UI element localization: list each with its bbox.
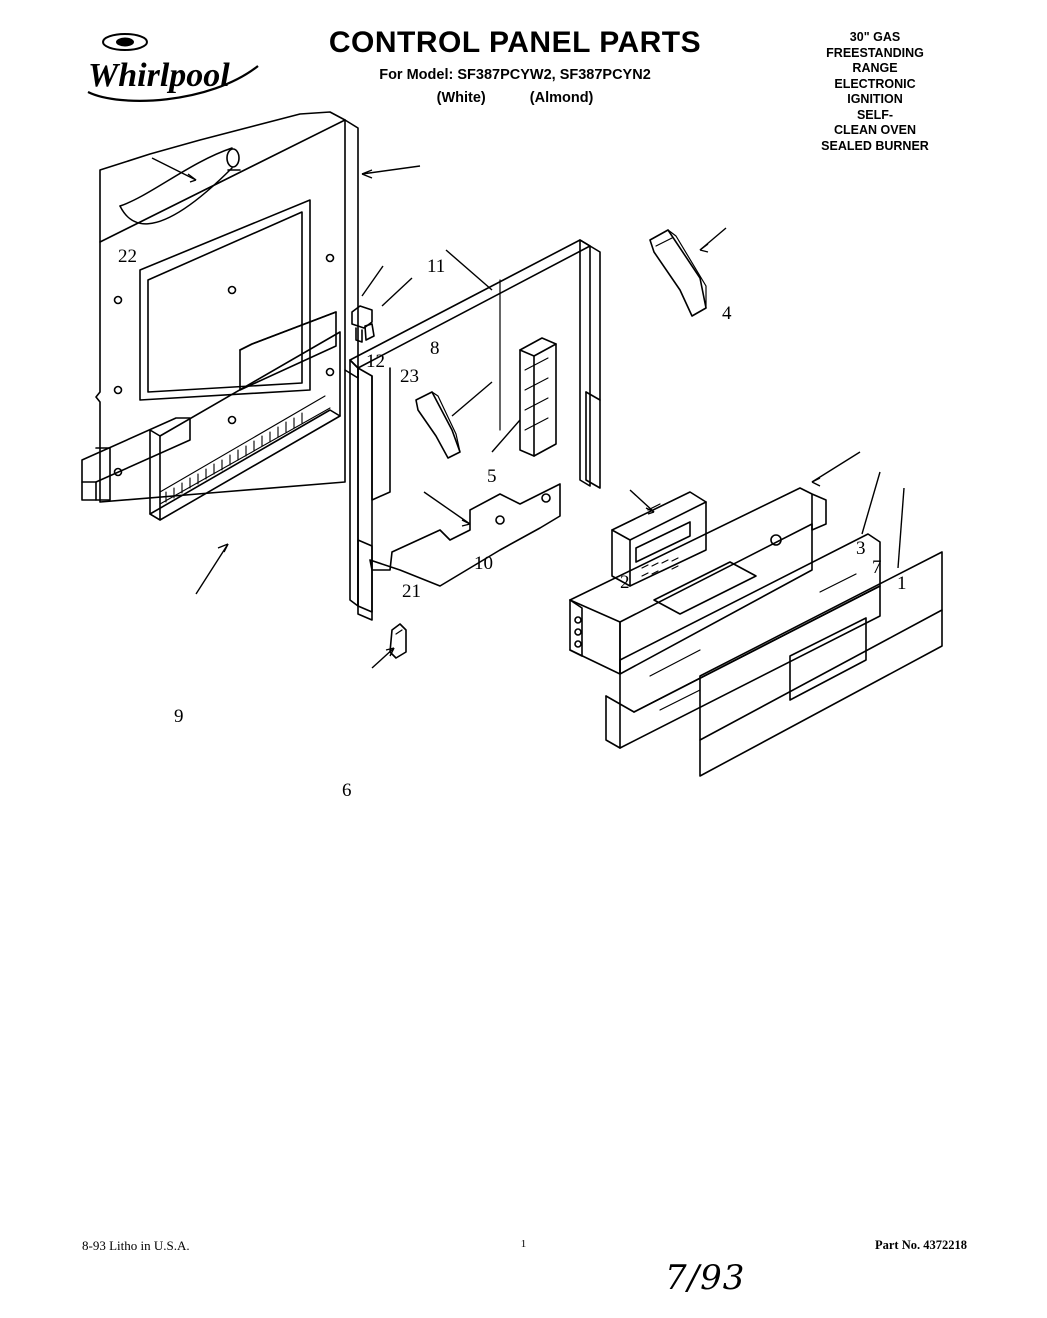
callout-3: 3 [856,538,866,559]
callout-6: 6 [342,780,352,801]
page-title: CONTROL PANEL PARTS [328,26,702,59]
footer-part-number: Part No. 4372218 [875,1238,967,1252]
spec-line-5: IGNITION [847,92,903,106]
callout-4: 4 [722,303,732,324]
model-line: For Model: SF387PCYW2, SF387PCYN2 [379,67,651,83]
color-white-label: (White) [436,90,486,106]
callout-11: 11 [427,256,446,277]
spec-line-7: CLEAN OVEN [834,123,916,137]
exploded-parts-drawing [0,100,1047,800]
title-block [300,26,730,107]
callout-2: 2 [620,572,630,593]
callout-5: 5 [487,466,497,487]
spec-line-6: SELF- [856,107,894,122]
whirlpool-logo [80,30,270,110]
spec-line-3: RANGE [852,61,898,75]
spec-line-8: SEALED BURNER [821,138,929,153]
spec-line-4: ELECTRONIC [834,76,916,91]
callout-12: 12 [366,351,385,372]
footer-page-number: 1 [520,1238,527,1250]
callout-8: 8 [430,338,440,359]
callout-23: 23 [400,366,419,387]
callout-7: 7 [872,557,882,578]
callout-9: 9 [174,706,184,727]
spec-line-2: FREESTANDING [826,45,924,60]
handwritten-date: 7/93 [665,1258,746,1298]
color-almond-label: (Almond) [529,90,594,106]
callout-1: 1 [897,573,907,594]
svg-text:Whirlpool: Whirlpool [88,57,230,94]
callout-10: 10 [474,553,493,574]
callout-21: 21 [402,581,421,602]
footer-litho-info: 8-93 Litho in U.S.A. [82,1238,190,1253]
callout-22: 22 [118,246,137,267]
spec-line-1: 30" GAS [849,30,901,44]
